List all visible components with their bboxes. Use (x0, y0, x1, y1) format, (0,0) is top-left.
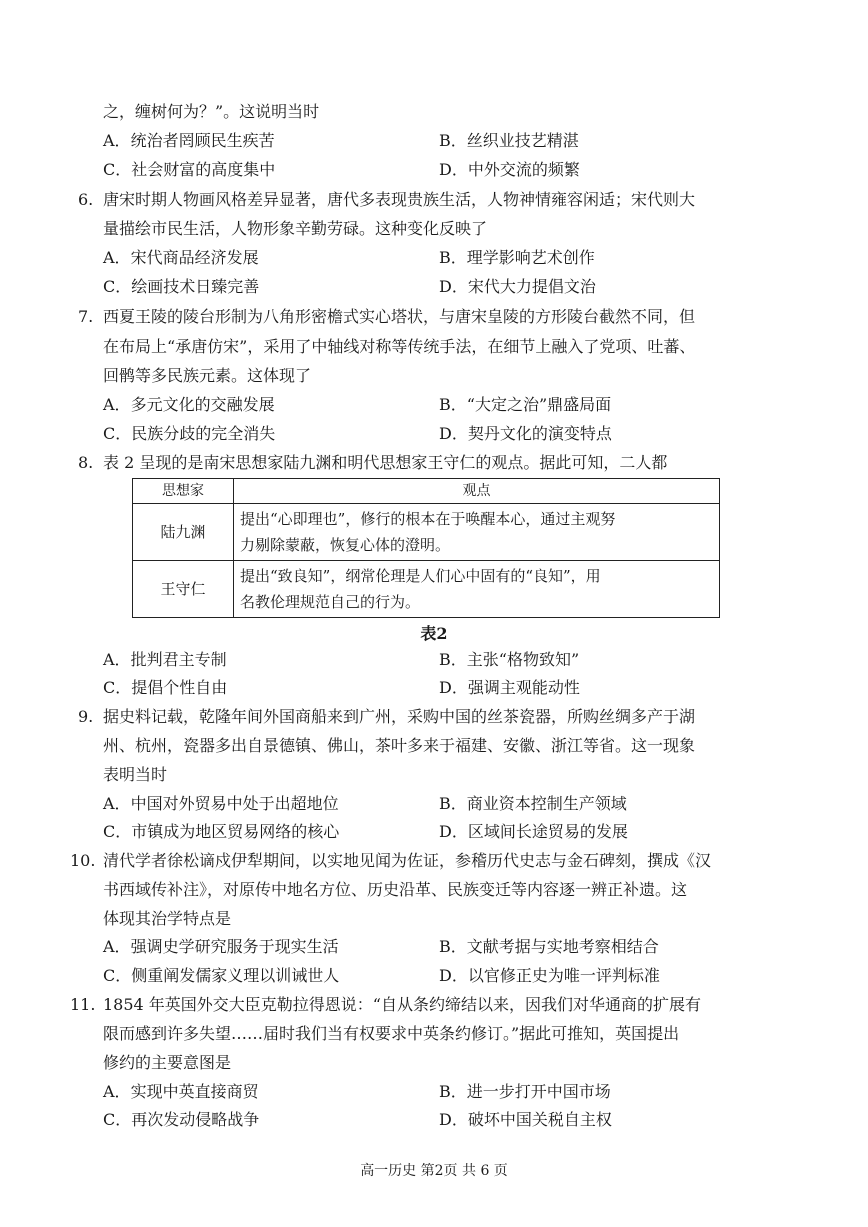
q10-option-d: D．以官修正史为唯一评判标准 (439, 966, 660, 985)
q8-option-b: B．主张“格物致知” (439, 650, 580, 669)
q9-stem-line-3: 表明当时 (103, 765, 168, 784)
table-cell-viewpoint (234, 504, 720, 561)
q10-stem-line-2: 书西域传补注》，对原传中地名方位、历史沿革、民族变迁等内容逐一辨正补遗。这 (103, 880, 688, 899)
q6-option-a: A．宋代商品经济发展 (103, 248, 259, 267)
q7-stem-line-2: 在布局上“承唐仿宋”，采用了中轴线对称等传统手法，在细节上融入了党项、吐蕃、 (103, 337, 696, 356)
viewpoint-line-1: 提出“致良知”，纲常伦理是人们心中固有的“良知”，用 (240, 567, 601, 585)
table-row (133, 504, 720, 561)
q11-option-c: C．再次发动侵略战争 (103, 1110, 260, 1129)
q7-stem-line-3: 回鹘等多民族元素。这体现了 (103, 366, 312, 385)
q7-option-b: B．“大定之治”鼎盛局面 (439, 395, 612, 414)
q7-option-a: A．多元文化的交融发展 (103, 395, 275, 414)
table-cell-thinker: 王守仁 (133, 561, 234, 618)
q5-option-b: B．丝织业技艺精湛 (439, 131, 579, 150)
q7-number: 7. (78, 307, 94, 326)
q7-option-c: C．民族分歧的完全消失 (103, 424, 276, 443)
table-row (133, 561, 720, 618)
q9-option-c: C．市镇成为地区贸易网络的核心 (103, 822, 340, 841)
q7-stem-line-1: 西夏王陵的陵台形制为八角形密檐式实心塔状，与唐宋皇陵的方形陵台截然不同，但 (103, 307, 696, 326)
q10-option-a: A．强调史学研究服务于现实生活 (103, 937, 339, 956)
q11-option-b: B．进一步打开中国市场 (439, 1082, 611, 1101)
q9-stem-line-2: 州、杭州，瓷器多出自景德镇、佛山，茶叶多来于福建、安徽、浙江等省。这一现象 (103, 736, 696, 755)
q8-option-a: A．批判君主专制 (103, 650, 227, 669)
viewpoint-table (132, 478, 720, 618)
q11-stem-line-2: 限而感到许多失望……届时我们当有权要求中英条约修订。”据此可推知，英国提出 (103, 1024, 680, 1043)
q5-option-c: C．社会财富的高度集中 (103, 160, 276, 179)
q10-stem-line-3: 体现其治学特点是 (103, 909, 232, 928)
q10-option-c: C．侧重阐发儒家义理以训诫世人 (103, 966, 340, 985)
q8-number: 8. (78, 453, 94, 472)
q10-number: 10. (70, 851, 96, 870)
q5-option-d: D．中外交流的频繁 (439, 160, 580, 179)
q6-option-d: D．宋代大力提倡文治 (439, 277, 596, 296)
q6-stem-line-1: 唐宋时期人物画风格差异显著，唐代多表现贵族生活，人物神情雍容闲适；宋代则大 (103, 190, 696, 209)
q9-option-a: A．中国对外贸易中处于出超地位 (103, 794, 339, 813)
table-header-viewpoint: 观点 (234, 479, 720, 504)
table-cell-thinker: 陆九渊 (133, 504, 234, 561)
viewpoint-line-2: 力剔除蒙蔽，恢复心体的澄明。 (240, 536, 451, 554)
q8-option-d: D．强调主观能动性 (439, 678, 580, 697)
q8-stem-line-1: 表 2 呈现的是南宋思想家陆九渊和明代思想家王守仁的观点。据此可知，二人都 (103, 453, 668, 472)
table-header-row (133, 479, 720, 504)
q6-stem-line-2: 量描绘市民生活，人物形象辛勤劳碌。这种变化反映了 (103, 219, 488, 238)
table-cell-viewpoint (234, 561, 720, 618)
q10-option-b: B．文献考据与实地考察相结合 (439, 937, 659, 956)
q5-option-a: A．统治者罔顾民生疾苦 (103, 131, 275, 150)
q11-option-a: A．实现中英直接商贸 (103, 1082, 259, 1101)
q9-number: 9. (78, 707, 94, 726)
q6-number: 6. (78, 190, 94, 209)
q9-stem-line-1: 据史料记载，乾隆年间外国商船来到广州，采购中国的丝茶瓷器，所购丝绸多产于湖 (103, 707, 696, 726)
q11-stem-line-3: 修约的主要意图是 (103, 1053, 232, 1072)
q6-option-b: B．理学影响艺术创作 (439, 248, 595, 267)
q10-stem-line-1: 清代学者徐松谪戍伊犁期间，以实地见闻为佐证，参稽历代史志与金石碑刻，撰成《汉 (103, 851, 712, 870)
q11-stem-line-1: 1854 年英国外交大臣克勒拉得恩说：“自从条约缔结以来，因我们对华通商的扩展有 (103, 995, 701, 1014)
viewpoint-line-2: 名教伦理规范自己的行为。 (240, 593, 421, 611)
viewpoint-line-1: 提出“心即理也”，修行的根本在于唤醒本心，通过主观努 (240, 510, 616, 528)
q7-option-d: D．契丹文化的演变特点 (439, 424, 612, 443)
q8-option-c: C．提倡个性自由 (103, 678, 228, 697)
table-header-thinker: 思想家 (133, 479, 234, 504)
q11-number: 11. (70, 995, 96, 1014)
table-caption: 表2 (420, 624, 448, 643)
q9-option-d: D．区域间长途贸易的发展 (439, 822, 628, 841)
q11-option-d: D．破坏中国关税自主权 (439, 1110, 612, 1129)
page-footer: 高一历史 第2页 共 6 页 (360, 1163, 508, 1179)
q5-stem-continuation: 之，缠树何为？”。这说明当时 (103, 102, 320, 121)
q6-option-c: C．绘画技术日臻完善 (103, 277, 260, 296)
q9-option-b: B．商业资本控制生产领域 (439, 794, 627, 813)
